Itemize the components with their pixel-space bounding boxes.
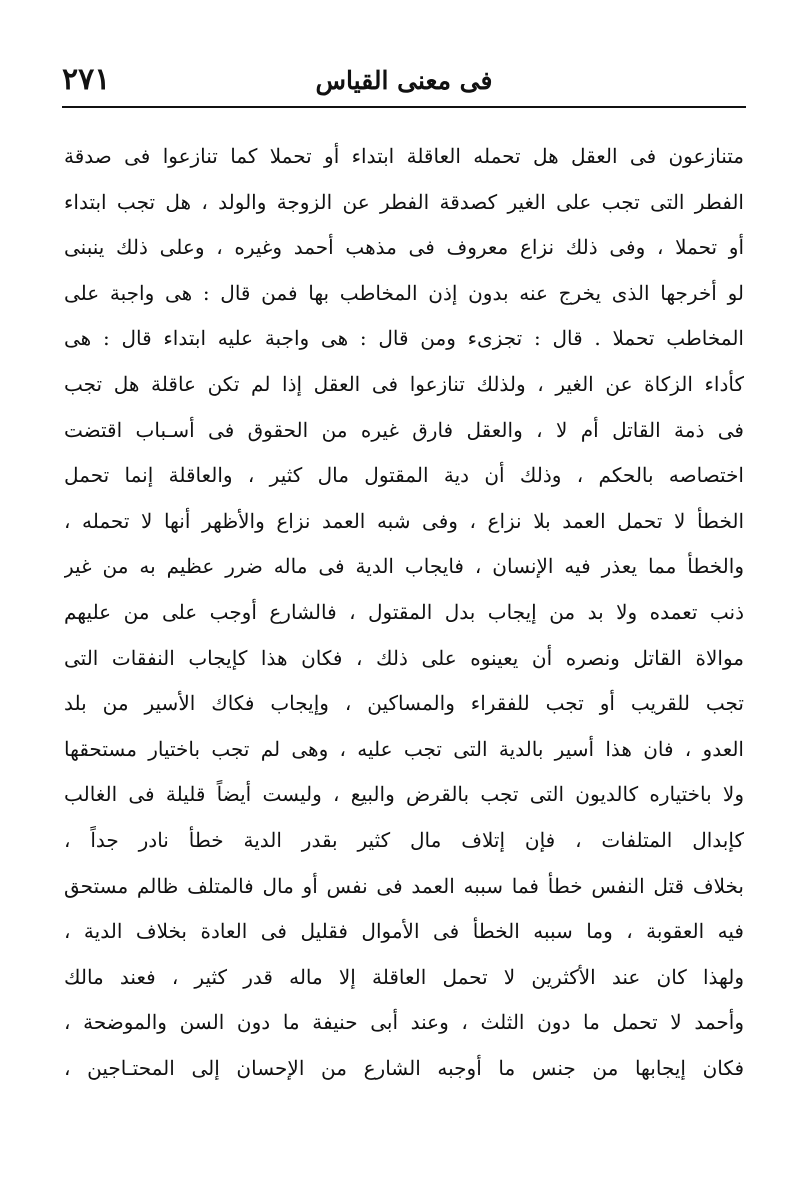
- header-rule: [62, 106, 746, 108]
- text-line: تجب للقريب أو تجب للفقراء والمساكين ، وإيجاب فكاك الأسير من بلد: [64, 691, 744, 716]
- text-line: ولهذا كان عند الأكثرين لا تحمل العاقلة إلا ماله قدر كثير ، فعند مالك: [64, 964, 744, 989]
- text-line: أو تحملا ، وفى ذلك نزاع معروف فى مذهب أحمد وغيره ، وعلى ذلك ينبنى: [64, 235, 744, 260]
- text-line: اختصاصه بالحكم ، وذلك أن دية المقتول مال كثير ، والعاقلة إنما تحمل: [64, 463, 744, 488]
- text-line: فى ذمة القاتل أم لا ، والعقل فارق غيره من الحقوق فى أسـباب اقتضت: [64, 417, 744, 442]
- text-line: المخاطب تحملا . قال : تجزىء ومن قال : هى واجبة عليه ابتداء قال : هى: [64, 326, 744, 351]
- text-line: كإبدال المتلفات ، فإن إتلاف مال كثير بقدر الدية خطأ نادر جداً ،: [64, 827, 744, 852]
- text-line: والخطأ مما يعذر فيه الإنسان ، فايجاب الدية فى ماله ضرر عظيم به من غير: [64, 554, 744, 579]
- text-line: بخلاف قتل النفس خطأ فما سببه العمد فى نفس أو مال فالمتلف ظالم مستحق: [64, 873, 744, 898]
- text-line: ولا باختياره كالديون التى تجب بالقرض والبيع ، وليست أيضاً قليلة فى الغالب: [64, 782, 744, 807]
- text-line: العدو ، فان هذا أسير بالدية التى تجب عليه ، وهى لم تجب باختيار مستحقها: [64, 736, 744, 761]
- body-text: [64, 134, 744, 1091]
- running-header: [62, 58, 746, 106]
- text-line: الفطر التى تجب على الغير كصدقة الفطر عن الزوجة والولد ، هل تجب ابتداء: [64, 189, 744, 214]
- text-line: موالاة القاتل ونصره أن يعينوه على ذلك ، فكان هذا كإيجاب النفقات التى: [64, 645, 744, 670]
- page-number: ٢٧١: [62, 62, 111, 97]
- text-line: لو أخرجها الذى يخرج عنه بدون إذن المخاطب بها فمن قال : هى واجبة على: [64, 280, 744, 305]
- text-line: الخطأ لا تحمل العمد بلا نزاع ، وفى شبه العمد نزاع والأظهر أنها لا تحمله ،: [64, 508, 744, 533]
- text-line: متنازعون فى العقل هل تحمله العاقلة ابتداء أو تحملا كما تنازعوا فى صدقة: [64, 144, 744, 168]
- text-line: كأداء الزكاة عن الغير ، ولذلك تنازعوا فى العقل إذا لم تكن عاقلة هل تجب: [64, 371, 744, 396]
- chapter-title: فى معنى القياس: [315, 66, 493, 95]
- text-line: وأحمد لا تحمل ما دون الثلث ، وعند أبى حنيفة ما دون السن والموضحة ،: [64, 1010, 744, 1035]
- text-line: فكان إيجابها من جنس ما أوجبه الشارع من الإحسان إلى المحتـاجين ،: [64, 1055, 744, 1080]
- text-line: فيه العقوبة ، وما سببه الخطأ فى الأموال فقليل فى العادة بخلاف الدية ،: [64, 919, 744, 944]
- text-line: ذنب تعمده ولا بد من إيجاب بدل المقتول ، فالشارع أوجب على من عليهم: [64, 599, 744, 624]
